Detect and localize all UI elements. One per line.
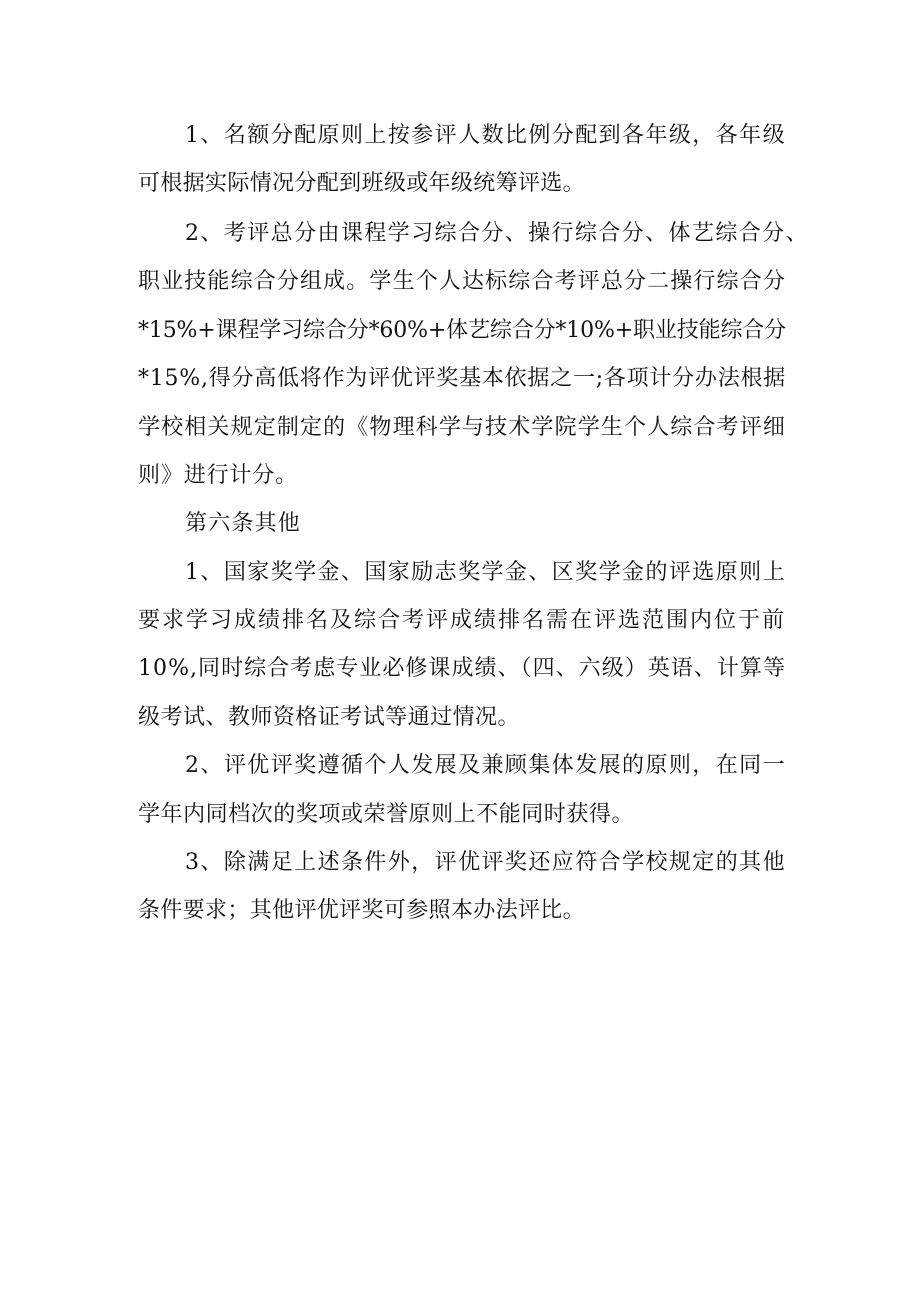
text-line-content: 学校相关规定制定的《物理科学与技术学院学生个人综合考评细 [138,415,786,440]
text-line-content: 1、名额分配原则上按参评人数比例分配到各年级，各年级 [185,123,786,148]
text-line [0,456,920,496]
text-line [0,843,920,883]
text-line-content: 级考试、教师资格证考试等通过情况。 [138,705,520,730]
text-line [0,698,920,738]
section-heading [0,504,920,544]
text-line [0,311,920,351]
text-line [0,214,920,254]
text-line [0,116,920,156]
text-line-content: 可根据实际情况分配到班级或年级统筹评选。 [138,171,585,196]
text-line-content: 条件要求；其他评优评奖可参照本办法评比。 [138,898,585,923]
text-line-content: 1、国家奖学金、国家励志奖学金、区奖学金的评选原则上 [185,560,786,585]
text-line [0,795,920,835]
text-line-content: 学年内同档次的奖项或荣誉原则上不能同时获得。 [138,802,634,827]
text-line-content: 2、考评总分由课程学习综合分、操行综合分、体艺综合分、 [185,221,809,246]
text-line [0,164,920,204]
text-line [0,262,920,302]
text-line [0,359,920,399]
text-line-content: 职业技能综合分组成。学生个人达标综合考评总分二操行综合分 [138,269,786,294]
text-line-content: 要求学习成绩排名及综合考评成绩排名需在评选范围内位于前 [138,608,786,633]
section-heading-text: 第六条其他 [185,511,301,536]
text-line-content: *15%,得分高低将作为评优评奖基本依据之一;各项计分办法根据 [138,366,786,391]
text-line [0,408,920,448]
text-line [0,601,920,641]
text-line-content: *15%+课程学习综合分*60%+体艺综合分*10%+职业技能综合分 [138,318,786,343]
text-line [0,746,920,786]
text-line [0,891,920,931]
text-line-content: 则》进行计分。 [138,463,298,488]
text-line-content: 2、评优评奖遵循个人发展及兼顾集体发展的原则，在同一 [185,753,786,778]
text-line [0,649,920,689]
text-line-content: 10%,同时综合考虑专业必修课成绩、（四、六级）英语、计算等 [138,656,786,681]
text-line-content: 3、除满足上述条件外，评优评奖还应符合学校规定的其他 [185,850,786,875]
text-line [0,553,920,593]
